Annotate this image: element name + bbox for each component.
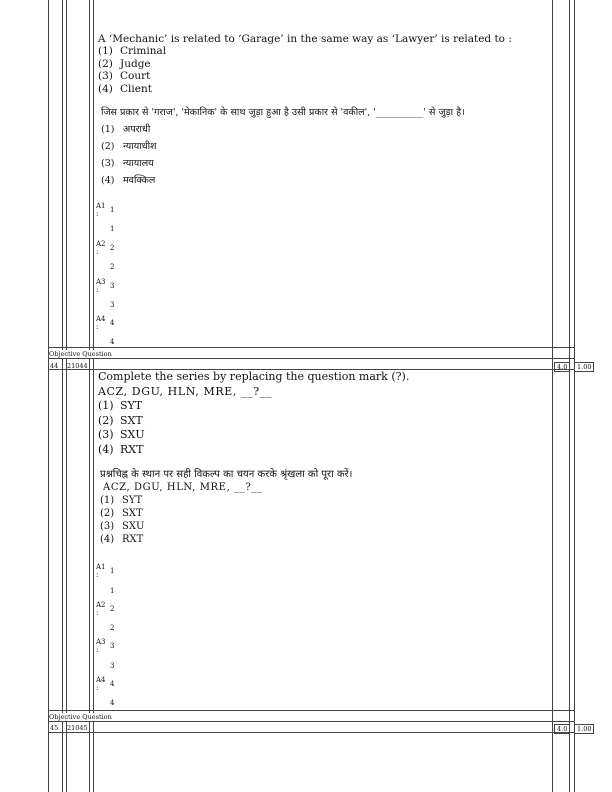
option-4: (4) RXT [98,442,144,456]
answer-colon: : [96,210,99,218]
option-1: (1) SYT [98,399,143,412]
section-label: Objective Question [49,350,112,358]
marks-badge: 4.0 [554,362,570,372]
row-divider [48,732,574,733]
answer-value-2: 1 [110,225,115,233]
table-border-right-1 [552,0,553,792]
option-2: (2) SXT [98,413,143,427]
option-3: (3) Court [98,70,151,83]
series-text-hindi: ACZ, DGU, HLN, MRE, __?__ [103,482,263,493]
table-border-right-3 [574,0,575,792]
answer-label: A1 [96,202,106,210]
question-stem-hindi: प्रश्नचिह्न के स्थान पर सही विकल्प का चयन करके श्रृंखला को पूरा करें। [100,469,353,480]
answer-label: A2 [96,240,106,248]
answer-colon: : [96,248,99,256]
option-4: (4) Client [98,82,152,95]
row-divider [48,347,574,348]
table-border-inner-1 [62,0,63,792]
table-border-inner-4 [93,0,94,792]
answer-value: 4 [110,319,115,327]
answer-value-2: 3 [110,662,115,670]
answer-value: 3 [110,642,115,650]
answer-colon: : [96,286,99,294]
option-1: (1) Criminal [98,45,167,58]
answer-value: 4 [110,680,115,688]
answer-value-2: 2 [110,624,115,632]
question-text-en [98,33,512,95]
section-label: Objective Question [49,713,112,721]
answer-value-2: 1 [110,587,115,595]
answer-value: 2 [110,244,115,252]
option-4-hindi: (4) RXT [100,534,144,545]
answer-value-2: 4 [110,699,115,707]
table-border-inner-3 [89,0,90,792]
negative-marks-badge: 1.00 [574,362,594,372]
answer-colon: : [96,571,99,579]
answer-label: A4 [96,676,106,684]
answer-value: 3 [110,282,115,290]
answer-colon: : [96,323,99,331]
table-border-left [48,0,49,792]
answer-label: A4 [96,315,106,323]
option-3: (3) SXU [98,428,145,441]
question-text-en [98,370,409,457]
answer-colon: : [96,646,99,654]
question-text-hi [100,468,352,546]
negative-marks-badge: 1.00 [574,724,594,734]
question-stem-hindi: जिस प्रकार से 'गराज', 'मेकानिक' के साथ जुड़ा हुआ है उसी प्रकार से 'वकील', '__________' से जुड़ा है। [101,107,465,118]
answer-label: A2 [96,601,106,609]
answer-label: A3 [96,278,106,286]
option-2-hindi: (2) न्यायाधीश [101,141,157,152]
question-text-hi [101,104,465,189]
option-3-hindi: (3) SXU [100,521,145,532]
question-id: 21044 [67,362,88,370]
option-1-hindi: (1) अपराधी [101,124,151,135]
row-divider [48,358,574,359]
option-1-hindi: (1) SYT [100,495,143,506]
question-number: 45 [50,724,59,732]
option-4-hindi: (4) मवक्किल [101,175,156,186]
question-number: 44 [50,362,59,370]
question-stem: Complete the series by replacing the question mark (?). [98,370,410,383]
option-2-hindi: (2) SXT [100,508,143,519]
question-stem: A ‘Mechanic’ is related to ‘Garage’ in the same way as ‘Lawyer’ is related to : [98,33,512,45]
answer-value-2: 2 [110,263,115,271]
table-border-right-2 [569,0,570,792]
row-divider [48,721,574,722]
series-text: ACZ, DGU, HLN, MRE, __?__ [98,384,272,398]
answer-label: A3 [96,638,106,646]
option-3-hindi: (3) न्यायालय [101,158,154,169]
answer-label: A1 [96,563,106,571]
answer-colon: : [96,609,99,617]
row-divider [48,710,574,711]
answer-value: 1 [110,206,115,214]
answer-value: 1 [110,567,115,575]
option-2: (2) Judge [98,57,151,70]
answer-value-2: 3 [110,301,115,309]
answer-value: 2 [110,605,115,613]
answer-value-2: 4 [110,338,115,346]
answer-colon: : [96,684,99,692]
table-border-inner-2 [66,0,67,792]
question-id: 21045 [67,724,88,732]
marks-badge: 4.0 [554,724,570,734]
